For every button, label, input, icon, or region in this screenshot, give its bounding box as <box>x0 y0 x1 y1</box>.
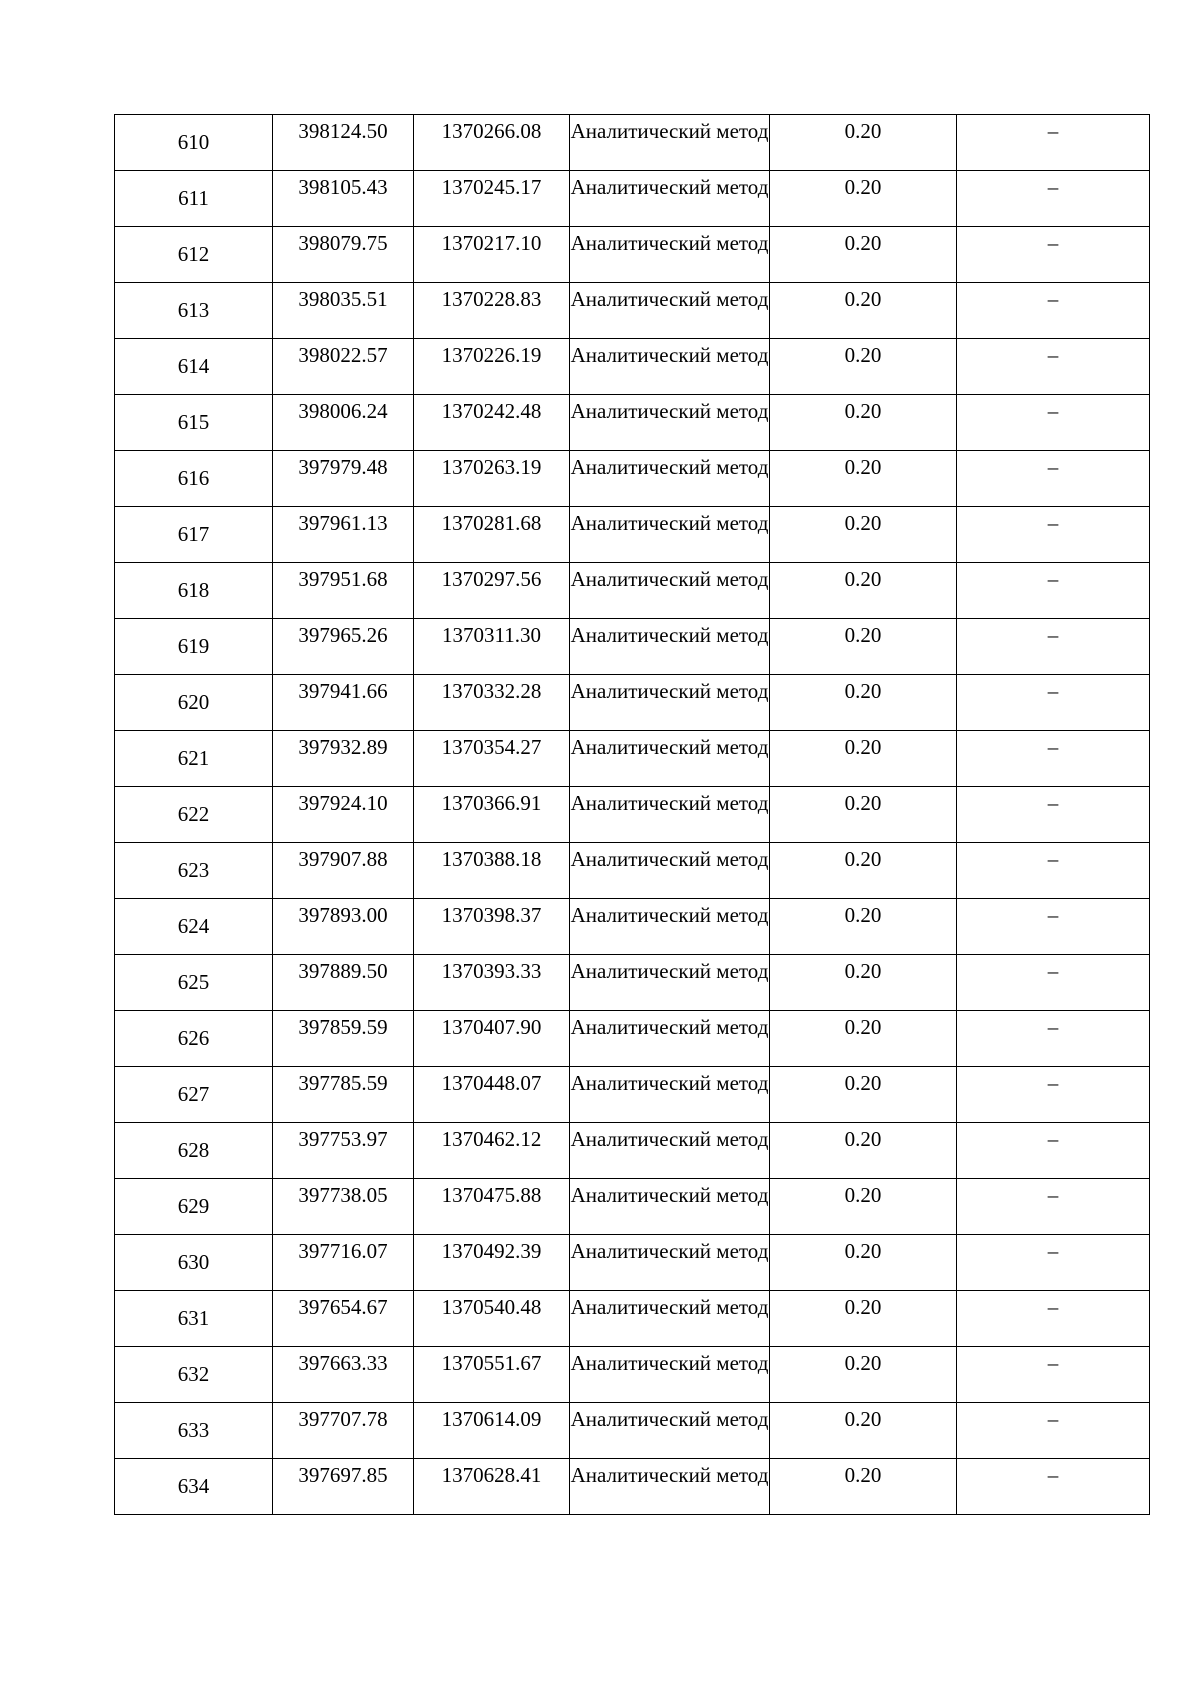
x-coordinate-cell: 397941.66 <box>273 675 414 731</box>
table-row <box>115 1291 1150 1347</box>
accuracy-cell: 0.20 <box>770 731 957 787</box>
table-row <box>115 1403 1150 1459</box>
y-coordinate-cell: 1370354.27 <box>414 731 570 787</box>
accuracy-cell: 0.20 <box>770 1291 957 1347</box>
table-row <box>115 675 1150 731</box>
accuracy-cell: 0.20 <box>770 227 957 283</box>
accuracy-cell: 0.20 <box>770 1347 957 1403</box>
note-cell: – <box>957 619 1150 675</box>
note-cell: – <box>957 227 1150 283</box>
y-coordinate-cell: 1370492.39 <box>414 1235 570 1291</box>
method-cell: Аналитический метод <box>570 563 770 619</box>
accuracy-cell: 0.20 <box>770 339 957 395</box>
accuracy-cell: 0.20 <box>770 395 957 451</box>
x-coordinate-cell: 397932.89 <box>273 731 414 787</box>
method-cell: Аналитический метод <box>570 899 770 955</box>
table-row <box>115 563 1150 619</box>
note-cell: – <box>957 1067 1150 1123</box>
y-coordinate-cell: 1370388.18 <box>414 843 570 899</box>
note-cell: – <box>957 843 1150 899</box>
x-coordinate-cell: 397859.59 <box>273 1011 414 1067</box>
table-row <box>115 1347 1150 1403</box>
x-coordinate-cell: 397907.88 <box>273 843 414 899</box>
point-number-cell: 629 <box>115 1179 273 1235</box>
method-cell: Аналитический метод <box>570 1459 770 1515</box>
accuracy-cell: 0.20 <box>770 1179 957 1235</box>
y-coordinate-cell: 1370311.30 <box>414 619 570 675</box>
x-coordinate-cell: 397889.50 <box>273 955 414 1011</box>
y-coordinate-cell: 1370628.41 <box>414 1459 570 1515</box>
point-number-cell: 627 <box>115 1067 273 1123</box>
point-number-cell: 631 <box>115 1291 273 1347</box>
note-cell: – <box>957 563 1150 619</box>
accuracy-cell: 0.20 <box>770 899 957 955</box>
y-coordinate-cell: 1370226.19 <box>414 339 570 395</box>
point-number-cell: 628 <box>115 1123 273 1179</box>
note-cell: – <box>957 1123 1150 1179</box>
x-coordinate-cell: 398022.57 <box>273 339 414 395</box>
x-coordinate-cell: 397961.13 <box>273 507 414 563</box>
table-row <box>115 1459 1150 1515</box>
table-row <box>115 283 1150 339</box>
y-coordinate-cell: 1370263.19 <box>414 451 570 507</box>
note-cell: – <box>957 115 1150 171</box>
method-cell: Аналитический метод <box>570 1011 770 1067</box>
point-number-cell: 633 <box>115 1403 273 1459</box>
accuracy-cell: 0.20 <box>770 843 957 899</box>
point-number-cell: 626 <box>115 1011 273 1067</box>
point-number-cell: 621 <box>115 731 273 787</box>
method-cell: Аналитический метод <box>570 1291 770 1347</box>
x-coordinate-cell: 397785.59 <box>273 1067 414 1123</box>
method-cell: Аналитический метод <box>570 227 770 283</box>
accuracy-cell: 0.20 <box>770 283 957 339</box>
accuracy-cell: 0.20 <box>770 115 957 171</box>
x-coordinate-cell: 397707.78 <box>273 1403 414 1459</box>
method-cell: Аналитический метод <box>570 339 770 395</box>
method-cell: Аналитический метод <box>570 115 770 171</box>
x-coordinate-cell: 397753.97 <box>273 1123 414 1179</box>
method-cell: Аналитический метод <box>570 1179 770 1235</box>
point-number-cell: 611 <box>115 171 273 227</box>
note-cell: – <box>957 339 1150 395</box>
table-row <box>115 1179 1150 1235</box>
accuracy-cell: 0.20 <box>770 1011 957 1067</box>
point-number-cell: 616 <box>115 451 273 507</box>
x-coordinate-cell: 398035.51 <box>273 283 414 339</box>
table-row <box>115 171 1150 227</box>
point-number-cell: 623 <box>115 843 273 899</box>
accuracy-cell: 0.20 <box>770 1067 957 1123</box>
note-cell: – <box>957 1235 1150 1291</box>
x-coordinate-cell: 397951.68 <box>273 563 414 619</box>
note-cell: – <box>957 1179 1150 1235</box>
table-row <box>115 1123 1150 1179</box>
table-row <box>115 955 1150 1011</box>
note-cell: – <box>957 171 1150 227</box>
method-cell: Аналитический метод <box>570 1403 770 1459</box>
table-body <box>115 115 1150 1515</box>
y-coordinate-cell: 1370228.83 <box>414 283 570 339</box>
point-number-cell: 634 <box>115 1459 273 1515</box>
x-coordinate-cell: 397663.33 <box>273 1347 414 1403</box>
table-row <box>115 339 1150 395</box>
accuracy-cell: 0.20 <box>770 1123 957 1179</box>
accuracy-cell: 0.20 <box>770 1403 957 1459</box>
point-number-cell: 612 <box>115 227 273 283</box>
note-cell: – <box>957 899 1150 955</box>
point-number-cell: 630 <box>115 1235 273 1291</box>
x-coordinate-cell: 398124.50 <box>273 115 414 171</box>
x-coordinate-cell: 397924.10 <box>273 787 414 843</box>
accuracy-cell: 0.20 <box>770 619 957 675</box>
method-cell: Аналитический метод <box>570 619 770 675</box>
x-coordinate-cell: 397697.85 <box>273 1459 414 1515</box>
table-row <box>115 787 1150 843</box>
point-number-cell: 625 <box>115 955 273 1011</box>
note-cell: – <box>957 955 1150 1011</box>
point-number-cell: 613 <box>115 283 273 339</box>
coordinates-table <box>114 114 1150 1515</box>
method-cell: Аналитический метод <box>570 731 770 787</box>
method-cell: Аналитический метод <box>570 395 770 451</box>
table-row <box>115 451 1150 507</box>
x-coordinate-cell: 397965.26 <box>273 619 414 675</box>
table-row <box>115 115 1150 171</box>
accuracy-cell: 0.20 <box>770 955 957 1011</box>
point-number-cell: 619 <box>115 619 273 675</box>
point-number-cell: 622 <box>115 787 273 843</box>
accuracy-cell: 0.20 <box>770 451 957 507</box>
note-cell: – <box>957 1403 1150 1459</box>
x-coordinate-cell: 397654.67 <box>273 1291 414 1347</box>
accuracy-cell: 0.20 <box>770 171 957 227</box>
table-row <box>115 731 1150 787</box>
method-cell: Аналитический метод <box>570 955 770 1011</box>
note-cell: – <box>957 1011 1150 1067</box>
accuracy-cell: 0.20 <box>770 507 957 563</box>
note-cell: – <box>957 1291 1150 1347</box>
x-coordinate-cell: 397979.48 <box>273 451 414 507</box>
y-coordinate-cell: 1370297.56 <box>414 563 570 619</box>
table-row <box>115 843 1150 899</box>
note-cell: – <box>957 451 1150 507</box>
table-row <box>115 1011 1150 1067</box>
method-cell: Аналитический метод <box>570 1347 770 1403</box>
accuracy-cell: 0.20 <box>770 563 957 619</box>
accuracy-cell: 0.20 <box>770 1459 957 1515</box>
x-coordinate-cell: 397738.05 <box>273 1179 414 1235</box>
x-coordinate-cell: 398079.75 <box>273 227 414 283</box>
y-coordinate-cell: 1370332.28 <box>414 675 570 731</box>
method-cell: Аналитический метод <box>570 1123 770 1179</box>
table-row <box>115 899 1150 955</box>
y-coordinate-cell: 1370281.68 <box>414 507 570 563</box>
note-cell: – <box>957 1459 1150 1515</box>
table-row <box>115 1067 1150 1123</box>
accuracy-cell: 0.20 <box>770 1235 957 1291</box>
y-coordinate-cell: 1370448.07 <box>414 1067 570 1123</box>
note-cell: – <box>957 787 1150 843</box>
table-row <box>115 227 1150 283</box>
y-coordinate-cell: 1370540.48 <box>414 1291 570 1347</box>
method-cell: Аналитический метод <box>570 675 770 731</box>
note-cell: – <box>957 731 1150 787</box>
table-row <box>115 619 1150 675</box>
method-cell: Аналитический метод <box>570 1235 770 1291</box>
x-coordinate-cell: 398105.43 <box>273 171 414 227</box>
point-number-cell: 614 <box>115 339 273 395</box>
x-coordinate-cell: 397716.07 <box>273 1235 414 1291</box>
point-number-cell: 620 <box>115 675 273 731</box>
note-cell: – <box>957 283 1150 339</box>
note-cell: – <box>957 395 1150 451</box>
note-cell: – <box>957 675 1150 731</box>
point-number-cell: 617 <box>115 507 273 563</box>
point-number-cell: 615 <box>115 395 273 451</box>
method-cell: Аналитический метод <box>570 1067 770 1123</box>
point-number-cell: 618 <box>115 563 273 619</box>
y-coordinate-cell: 1370462.12 <box>414 1123 570 1179</box>
accuracy-cell: 0.20 <box>770 787 957 843</box>
y-coordinate-cell: 1370393.33 <box>414 955 570 1011</box>
point-number-cell: 610 <box>115 115 273 171</box>
method-cell: Аналитический метод <box>570 451 770 507</box>
table-row <box>115 395 1150 451</box>
y-coordinate-cell: 1370242.48 <box>414 395 570 451</box>
x-coordinate-cell: 398006.24 <box>273 395 414 451</box>
point-number-cell: 632 <box>115 1347 273 1403</box>
note-cell: – <box>957 507 1150 563</box>
method-cell: Аналитический метод <box>570 171 770 227</box>
y-coordinate-cell: 1370245.17 <box>414 171 570 227</box>
note-cell: – <box>957 1347 1150 1403</box>
y-coordinate-cell: 1370407.90 <box>414 1011 570 1067</box>
y-coordinate-cell: 1370551.67 <box>414 1347 570 1403</box>
method-cell: Аналитический метод <box>570 787 770 843</box>
table-row <box>115 1235 1150 1291</box>
point-number-cell: 624 <box>115 899 273 955</box>
method-cell: Аналитический метод <box>570 843 770 899</box>
y-coordinate-cell: 1370217.10 <box>414 227 570 283</box>
y-coordinate-cell: 1370475.88 <box>414 1179 570 1235</box>
y-coordinate-cell: 1370266.08 <box>414 115 570 171</box>
method-cell: Аналитический метод <box>570 507 770 563</box>
x-coordinate-cell: 397893.00 <box>273 899 414 955</box>
y-coordinate-cell: 1370398.37 <box>414 899 570 955</box>
y-coordinate-cell: 1370614.09 <box>414 1403 570 1459</box>
accuracy-cell: 0.20 <box>770 675 957 731</box>
method-cell: Аналитический метод <box>570 283 770 339</box>
y-coordinate-cell: 1370366.91 <box>414 787 570 843</box>
table-row <box>115 507 1150 563</box>
